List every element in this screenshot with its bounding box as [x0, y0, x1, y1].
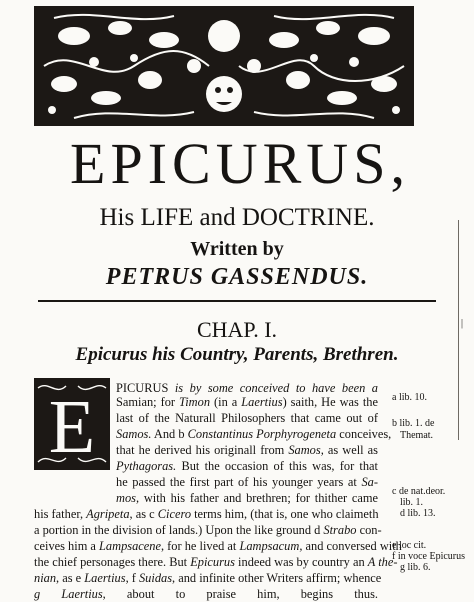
- margin-note: lib. 1.: [400, 497, 424, 508]
- chapter-heading: CHAP. I.: [196, 317, 278, 342]
- body-line: the chief personages there. But Epicurus indeed was by country an A the-: [34, 555, 398, 569]
- chapter-subtitle: Epicurus his Country, Parents, Brethren.: [75, 344, 399, 365]
- book-title: EPICURUS,: [70, 131, 410, 196]
- body-line: that he derived his originall from Samos, as well as: [116, 443, 378, 457]
- body-line: Pythagoras. But the occasion of this was, for that: [116, 459, 378, 473]
- dropcap-letter: E: [48, 385, 96, 469]
- margin-note: e loc cit.: [392, 540, 427, 551]
- body-line: his father, Agripeta, as c Cicero terms him, (that is, one who claimeth: [34, 507, 379, 521]
- body-line: last of the Naturall Philosophers that came out of: [116, 411, 378, 425]
- body-line: he passed the first part of his younger years at Sa-: [116, 475, 378, 489]
- margin-note: c de nat.deor.: [392, 486, 446, 497]
- body-line: ceives him a Lampsacene, for he lived at Lampsacum, and conversed with: [34, 539, 402, 553]
- margin-note: g lib. 6.: [400, 562, 431, 573]
- margin-note: d lib. 13.: [400, 508, 436, 519]
- author-name: PETRUS GASSENDUS.: [105, 264, 369, 290]
- body-line: PICURUS is by some conceived to have been a: [116, 381, 378, 395]
- margin-note: b lib. 1. de: [392, 418, 435, 429]
- body-line: Samian; for Timon (in a Laertius) saith, He was the: [116, 395, 378, 409]
- margin-note: f in voce Epicurus: [392, 551, 466, 562]
- margin-note: Themat.: [400, 430, 434, 441]
- body-line: g Laertius, about to praise him, begins thus.: [34, 587, 378, 601]
- margin-note: a lib. 10.: [392, 392, 427, 403]
- body-line: Samos. And b Constantinus Porphyrogeneta conceives,: [116, 427, 392, 441]
- book-subtitle: His LIFE and DOCTRINE.: [99, 204, 375, 231]
- drop-capital: [34, 378, 110, 470]
- body-line: mos, with his father and brethren; for thither came: [116, 491, 378, 505]
- page-edge-mark: |: [461, 318, 464, 329]
- ornamental-headpiece: [34, 6, 414, 126]
- body-line: nian, as e Laertius, f Suidas, and infinite other Writers affirm; whence: [34, 571, 382, 585]
- body-line: a portion in the division of lands.) Upon the like ground d Strabo con-: [34, 523, 382, 537]
- written-by-label: Written by: [190, 238, 284, 260]
- title-divider: [38, 300, 436, 302]
